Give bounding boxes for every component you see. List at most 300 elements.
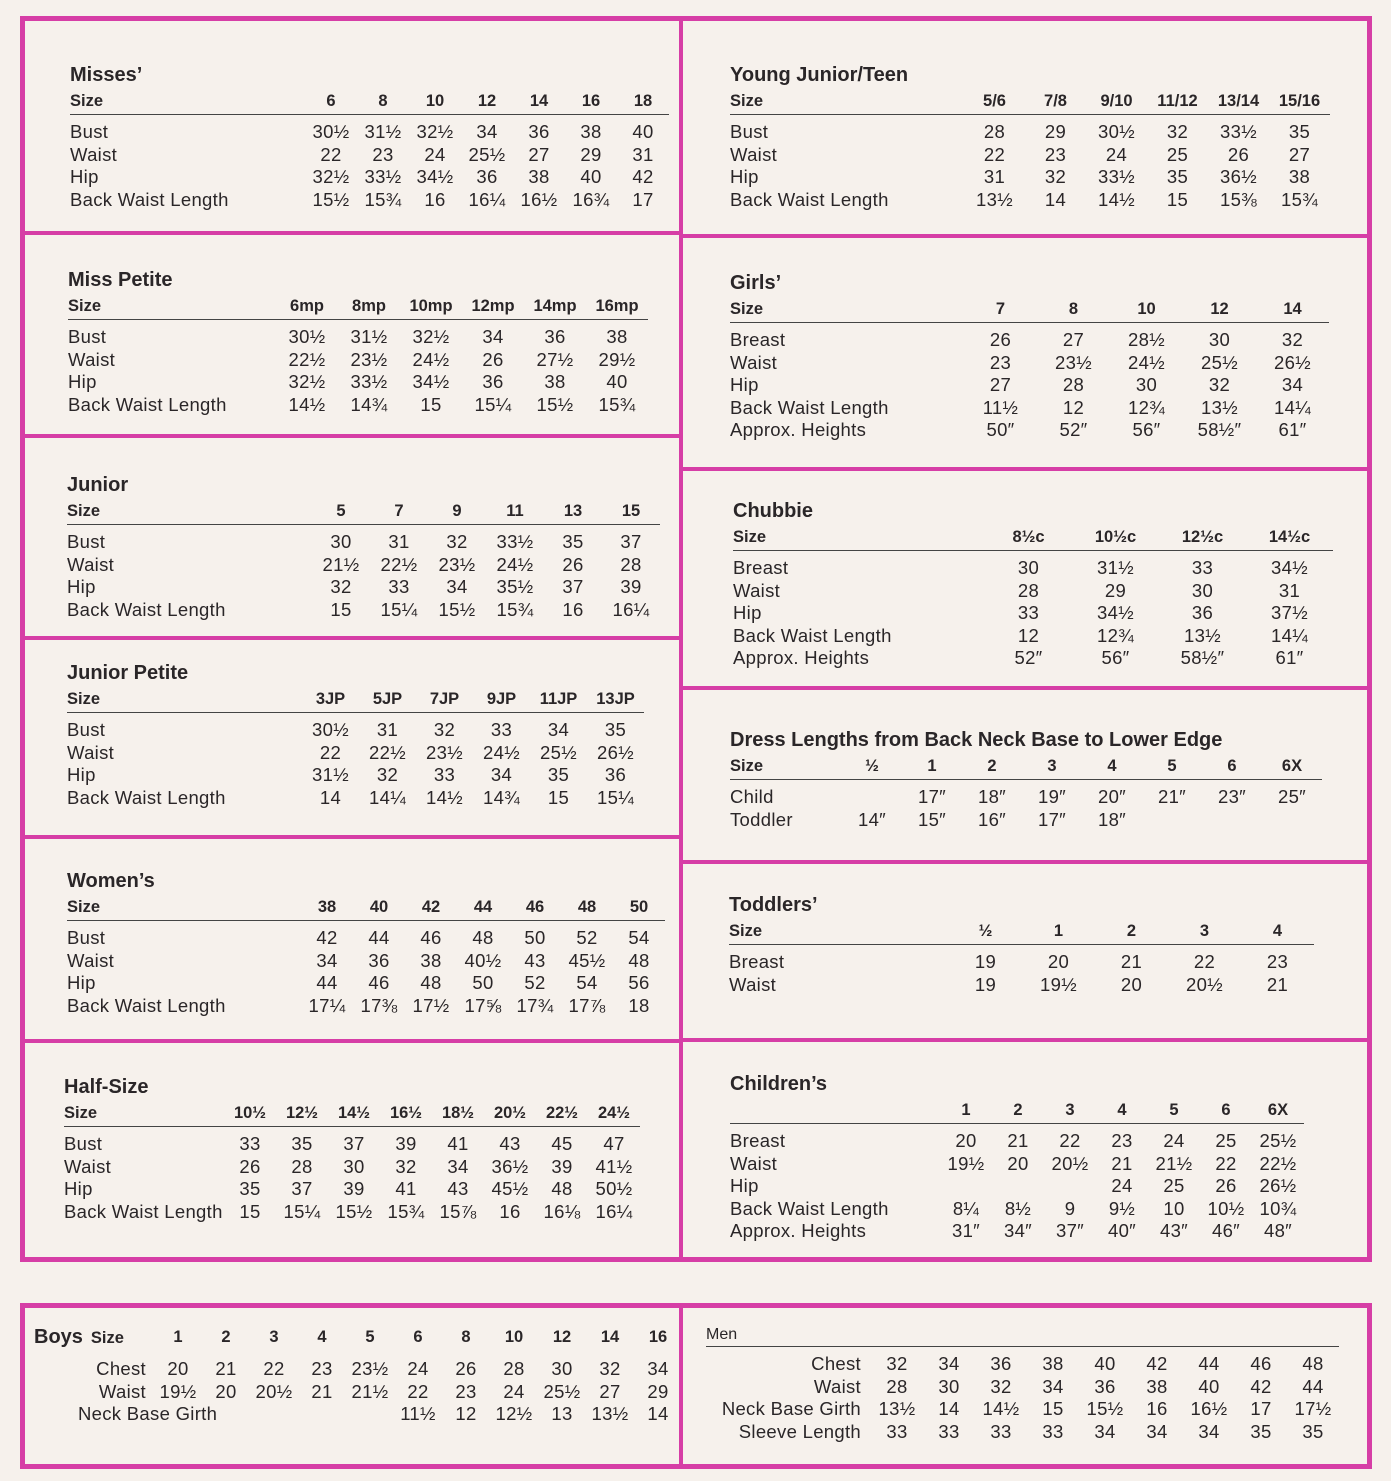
measurement-value: 17⅜ — [360, 994, 398, 1016]
measurement-value: 29 — [580, 143, 602, 165]
measurement-value: 48″ — [1263, 1220, 1293, 1242]
measurement-value: 16¼ — [612, 598, 650, 620]
measurement-value: 34 — [1281, 374, 1304, 396]
measurement-value: 24½ — [412, 348, 450, 370]
measurement-value: 19 — [974, 951, 997, 972]
measurement-value: 32½ — [416, 121, 454, 142]
header-row — [730, 92, 1330, 115]
measurement-value: 34 — [490, 764, 513, 786]
measurement-label: Bust — [70, 121, 109, 142]
measurement-value: 23 — [1044, 143, 1067, 165]
measurement-label: Waist — [730, 351, 778, 373]
measurement-label: Bust — [67, 531, 106, 552]
junior-petite-chart — [67, 626, 644, 809]
measurement-value: 38 — [606, 326, 628, 347]
measurement-value: 35 — [239, 1178, 261, 1200]
measurement-row — [733, 551, 1333, 580]
size-column-header: 3JP — [302, 690, 359, 713]
measurement-row — [67, 950, 665, 973]
measurement-row — [706, 1376, 1339, 1399]
size-label: Size — [67, 690, 302, 713]
measurement-label: Back Waist Length — [67, 994, 226, 1016]
measurement-value: 14¼ — [369, 786, 406, 808]
size-column-header: 5 — [365, 1328, 375, 1346]
measurement-label: Toddler — [730, 808, 793, 830]
measurement-value: 38 — [528, 166, 550, 188]
measurement-row — [730, 1175, 1304, 1198]
size-column-header: 10 — [504, 1328, 524, 1346]
size-label: Size — [730, 757, 842, 780]
size-column-header: 13JP — [587, 690, 644, 713]
measurement-value: 35 — [1166, 166, 1189, 188]
measurement-value: 16 — [562, 598, 584, 620]
measurement-value: 20½ — [1186, 973, 1223, 995]
measurement-value: 21 — [1111, 1152, 1133, 1174]
measurement-value: 28 — [620, 553, 642, 575]
measurement-value: 45 — [551, 1133, 573, 1154]
size-label: Size — [64, 1104, 224, 1127]
size-column-header: 1 — [902, 757, 962, 780]
measurement-row — [730, 1220, 1304, 1243]
measurement-value: 44 — [1198, 1353, 1220, 1374]
measurement-value: 33½ — [350, 371, 388, 393]
size-label: Size — [729, 922, 949, 945]
measurement-value: 25 — [1215, 1130, 1237, 1151]
measurement-value: 48 — [1302, 1353, 1324, 1374]
measurement-value: 17 — [632, 188, 654, 210]
measurement-value: 16½ — [1190, 1398, 1228, 1420]
measurement-value: 48 — [551, 1178, 573, 1200]
measurement-value — [298, 1403, 346, 1426]
size-column-header: 10½c — [1072, 528, 1159, 551]
measurement-value: 15 — [1166, 188, 1189, 210]
measurement-value: 24 — [1163, 1130, 1185, 1151]
measurement-value: 27 — [1062, 329, 1085, 350]
measurement-value: 17⅝ — [464, 994, 502, 1016]
size-column-header: 10 — [1110, 300, 1183, 323]
measurement-label: Bust — [64, 1133, 103, 1154]
measurement-row — [706, 1398, 1339, 1421]
measurement-value: 33 — [886, 1420, 908, 1442]
measurement-value: 15 — [1042, 1398, 1064, 1420]
size-column-header: 3 — [1168, 922, 1241, 945]
size-column-header: 13/14 — [1208, 92, 1269, 115]
measurement-value: 17¼ — [308, 994, 346, 1016]
measurement-value: 28 — [1017, 579, 1040, 601]
measurement-value: 45½ — [568, 949, 606, 971]
measurement-value: 14½ — [288, 393, 326, 415]
measurement-row — [730, 809, 1322, 832]
measurement-value: 15¾ — [387, 1200, 425, 1222]
measurement-value: 43 — [524, 949, 546, 971]
measurement-label: Waist — [730, 143, 778, 165]
measurement-value: 33 — [490, 719, 513, 740]
measurement-value: 33 — [433, 764, 456, 786]
measurement-value: 40½ — [464, 949, 502, 971]
measurement-value: 50 — [524, 927, 546, 948]
measurement-value: 24 — [424, 143, 446, 165]
measurement-label: Back Waist Length — [64, 1200, 223, 1222]
measurement-value: 52″ — [1014, 647, 1043, 669]
measurement-value: 34½ — [416, 166, 454, 188]
measurement-value: 19½ — [1040, 973, 1077, 995]
size-column-header: 40 — [353, 898, 405, 921]
measurement-value: 23½ — [1055, 351, 1092, 373]
measurement-value: 47 — [603, 1133, 625, 1154]
measurement-value: 48 — [628, 949, 650, 971]
measurement-value: 15 — [420, 393, 442, 415]
measurement-value: 45½ — [491, 1178, 529, 1200]
measurement-label: Breast — [733, 557, 789, 578]
measurement-value: 14 — [938, 1398, 960, 1420]
measurement-value: 23½ — [426, 741, 463, 763]
measurement-value: 34 — [476, 121, 498, 142]
measurement-row — [730, 1153, 1304, 1176]
measurement-value: 8¼ — [952, 1197, 980, 1219]
measurement-label: Breast — [730, 329, 786, 350]
measurement-value: 15¾ — [1281, 188, 1318, 210]
measurement-value: 15½ — [335, 1200, 373, 1222]
size-table — [730, 300, 1329, 442]
measurement-label: Bust — [730, 121, 769, 142]
measurement-value: 16½ — [520, 188, 558, 210]
measurement-value: 18″ — [977, 786, 1007, 807]
chart-title: Toddlers’ — [729, 894, 818, 916]
measurement-value: 20 — [955, 1130, 977, 1151]
measurement-value: 13½ — [1184, 624, 1221, 646]
measurement-value: 32 — [886, 1353, 908, 1374]
measurement-value: 50 — [472, 972, 494, 994]
size-column-header: 22½ — [536, 1104, 588, 1127]
measurement-value: 42 — [1146, 1353, 1168, 1374]
measurement-value: 16¾ — [572, 188, 610, 210]
size-column-header: 5JP — [359, 690, 416, 713]
measurement-value: 22½ — [288, 348, 326, 370]
measurement-label: Back Waist Length — [70, 188, 229, 210]
measurement-row — [67, 921, 665, 950]
measurement-value: 33½ — [364, 166, 402, 188]
childrens-chart — [730, 1037, 1304, 1243]
measurement-label: Back Waist Length — [67, 786, 226, 808]
measurement-value: 43″ — [1159, 1220, 1189, 1242]
measurement-value: 26 — [482, 348, 504, 370]
measurement-value: 20 — [1120, 973, 1143, 995]
measurement-value: 17½ — [1294, 1398, 1332, 1420]
measurement-label: Hip — [64, 1178, 93, 1200]
measurement-value: 54 — [628, 927, 650, 948]
measurement-row — [70, 166, 669, 189]
size-column-header: 16mp — [586, 297, 648, 320]
measurement-value: 37″ — [1055, 1220, 1085, 1242]
size-column-header: 16 — [648, 1328, 668, 1346]
measurement-value: 32 — [1208, 374, 1231, 396]
measurement-value: 43 — [447, 1178, 469, 1200]
header-row — [729, 922, 1314, 945]
measurement-row — [64, 1178, 640, 1201]
measurement-value: 14¾ — [483, 786, 520, 808]
measurement-value: 42 — [316, 927, 338, 948]
measurement-value: 32 — [446, 531, 468, 552]
measurement-value: 30 — [1017, 557, 1040, 578]
measurement-value: 43 — [499, 1133, 521, 1154]
measurement-value: 17½ — [412, 994, 450, 1016]
measurement-value: 37 — [562, 576, 584, 598]
measurement-row — [70, 189, 669, 212]
size-label: Size — [730, 92, 964, 115]
size-column-header: 16 — [565, 92, 617, 115]
measurement-label: Hip — [730, 374, 759, 396]
measurement-value: 61″ — [1278, 419, 1307, 441]
size-table — [67, 898, 665, 1017]
measurement-value: 19 — [974, 973, 997, 995]
measurement-label: Breast — [730, 1130, 786, 1151]
measurement-row — [706, 1421, 1339, 1444]
size-column-header: 4 — [1241, 922, 1314, 945]
measurement-value: 16⅛ — [543, 1200, 581, 1222]
size-label: Size — [70, 92, 305, 115]
measurement-value: 33½ — [1220, 121, 1257, 142]
measurement-value: 36 — [990, 1353, 1012, 1374]
measurement-value: 21½ — [322, 553, 360, 575]
measurement-value: 14 — [319, 786, 342, 808]
measurement-value: 35 — [1250, 1420, 1272, 1442]
size-column-header: 38 — [301, 898, 353, 921]
measurement-value: 11½ — [400, 1403, 436, 1425]
size-table — [34, 1326, 682, 1426]
measurement-value: 36½ — [491, 1155, 529, 1177]
measurement-value: 8½ — [1004, 1197, 1032, 1219]
size-label: Size — [68, 297, 276, 320]
measurement-value: 31½ — [1097, 557, 1134, 578]
measurement-row — [730, 397, 1329, 420]
measurement-value: 26 — [562, 553, 584, 575]
measurement-value: 58½″ — [1180, 647, 1225, 669]
measurement-label: Breast — [729, 951, 785, 972]
measurement-value: 15¼ — [474, 393, 512, 415]
size-table — [706, 1346, 1339, 1443]
measurement-value: 21½ — [1155, 1152, 1193, 1174]
boys-chart — [34, 1326, 682, 1426]
measurement-value: 27 — [989, 374, 1012, 396]
measurement-label: Neck Base Girth — [78, 1403, 218, 1425]
measurement-value: 25½ — [540, 741, 577, 763]
header-row — [64, 1104, 640, 1127]
size-column-header: 11JP — [530, 690, 587, 713]
measurement-row — [733, 602, 1333, 625]
measurement-value: 38 — [544, 371, 566, 393]
measurement-value: 37 — [620, 531, 642, 552]
measurement-value: 12¾ — [1097, 624, 1134, 646]
measurement-value: 15 — [547, 786, 570, 808]
measurement-row — [730, 189, 1330, 212]
right-divider-3 — [681, 686, 1370, 690]
measurement-value: 22 — [1215, 1152, 1237, 1174]
measurement-value: 21 — [311, 1380, 333, 1402]
size-column-header: 7 — [370, 502, 428, 525]
size-table — [64, 1104, 640, 1223]
measurement-value: 33 — [990, 1420, 1012, 1442]
measurement-value: 29½ — [598, 348, 636, 370]
measurement-value: 35 — [291, 1133, 313, 1154]
size-column-header: 14mp — [524, 297, 586, 320]
measurement-value: 21 — [1266, 973, 1289, 995]
measurement-value: 31½ — [350, 326, 388, 347]
measurement-value: 13 — [551, 1403, 573, 1425]
size-column-header: ½ — [949, 922, 1022, 945]
size-label — [34, 1326, 154, 1352]
header-row — [67, 502, 660, 525]
measurement-value: 34 — [1198, 1420, 1220, 1442]
measurement-label: Waist — [70, 143, 118, 165]
size-column-header: 9 — [428, 502, 486, 525]
measurement-value: 16¼ — [595, 1200, 633, 1222]
size-column-header: 7/8 — [1025, 92, 1086, 115]
measurement-label: Waist — [733, 579, 781, 601]
measurement-value: 34 — [1094, 1420, 1116, 1442]
dress-lengths-chart — [730, 693, 1322, 831]
measurement-value: 22 — [320, 143, 342, 165]
measurement-value: 21″ — [1157, 786, 1187, 807]
measurement-value: 35 — [1288, 121, 1311, 142]
girls-chart — [730, 236, 1329, 442]
measurement-label: Approx. Heights — [730, 419, 867, 441]
measurement-value: 22½ — [1259, 1152, 1297, 1174]
size-table — [730, 92, 1330, 211]
measurement-value: 26 — [1215, 1175, 1237, 1197]
size-label: Size — [67, 898, 301, 921]
measurement-value: 33 — [388, 576, 410, 598]
measurement-row — [67, 742, 644, 765]
measurement-row — [67, 764, 644, 787]
size-column-header: 15 — [602, 502, 660, 525]
measurement-row — [733, 647, 1333, 670]
measurement-value: 56″ — [1101, 647, 1130, 669]
measurement-value: 23 — [455, 1380, 477, 1402]
size-column-header: 12½ — [276, 1104, 328, 1127]
junior-chart — [67, 438, 660, 621]
size-column-header: 15/16 — [1269, 92, 1330, 115]
measurement-value: 26½ — [597, 741, 634, 763]
measurement-value: 30 — [551, 1358, 573, 1379]
size-column-header: 8mp — [338, 297, 400, 320]
measurement-value: 33½ — [496, 531, 534, 552]
size-column-header: 12 — [1183, 300, 1256, 323]
measurement-value: 31 — [632, 143, 654, 165]
chart-title: Misses’ — [70, 64, 143, 86]
size-column-header: 3 — [269, 1328, 279, 1346]
measurement-row — [733, 580, 1333, 603]
measurement-value: 26½ — [1274, 351, 1311, 373]
measurement-value: 12 — [1062, 396, 1085, 418]
measurement-value: 44 — [316, 972, 338, 994]
measurement-value: 13½ — [1201, 396, 1238, 418]
measurement-value: 24½ — [1128, 351, 1165, 373]
measurement-row — [67, 995, 665, 1018]
measurement-value — [1202, 809, 1262, 832]
measurement-value: 46 — [420, 927, 442, 948]
chart-title: Miss Petite — [68, 269, 173, 291]
measurement-value: 32 — [1166, 121, 1189, 142]
measurement-value: 26 — [989, 329, 1012, 350]
size-column-header: 7 — [964, 300, 1037, 323]
measurement-value: 34 — [938, 1353, 960, 1374]
measurement-value: 15½ — [536, 393, 574, 415]
measurement-label: Back Waist Length — [730, 1197, 889, 1219]
measurement-value: 15¼ — [283, 1200, 321, 1222]
size-column-header: 14½c — [1246, 528, 1333, 551]
measurement-value: 20½ — [255, 1380, 293, 1402]
toddlers-chart — [729, 858, 1314, 996]
measurement-value: 46 — [368, 972, 390, 994]
header-row — [730, 757, 1322, 780]
young-junior-teen-chart — [730, 28, 1330, 211]
measurement-value: 48 — [472, 927, 494, 948]
measurement-label: Waist — [730, 1152, 778, 1174]
measurement-value: 21 — [215, 1358, 237, 1379]
measurement-value: 32 — [599, 1358, 621, 1379]
measurement-value: 24 — [503, 1380, 525, 1402]
measurement-value: 13½ — [976, 188, 1013, 210]
measurement-row — [67, 972, 665, 995]
measurement-value: 23″ — [1217, 786, 1247, 807]
measurement-label: Waist — [98, 1380, 146, 1402]
measurement-value: 20 — [1047, 951, 1070, 972]
measurement-value: 14 — [647, 1403, 669, 1425]
measurement-value: 20 — [1007, 1152, 1029, 1174]
measurement-label: Back Waist Length — [730, 396, 889, 418]
measurement-value: 15¾ — [496, 598, 534, 620]
measurement-value: 23 — [989, 351, 1012, 373]
header-row — [67, 690, 644, 713]
measurement-value: 56″ — [1132, 419, 1161, 441]
size-table — [70, 92, 669, 211]
measurement-value: 29 — [1104, 579, 1127, 601]
measurement-value: 22½ — [369, 741, 406, 763]
measurement-value: 27½ — [536, 348, 574, 370]
measurement-row — [730, 323, 1329, 352]
measurement-label: Chest — [96, 1358, 146, 1379]
measurement-value: 34½ — [412, 371, 450, 393]
measurement-value: 15¼ — [380, 598, 418, 620]
chart-title: Men — [706, 1326, 738, 1343]
measurement-label: Approx. Heights — [730, 1220, 867, 1242]
size-column-header: 1 — [173, 1328, 183, 1346]
measurement-label: Hip — [733, 602, 762, 624]
measurement-value: 30½ — [312, 121, 350, 142]
measurement-value: 28 — [291, 1155, 313, 1177]
measurement-value: 33 — [1191, 557, 1214, 578]
size-column-header: 5 — [1142, 757, 1202, 780]
measurement-row — [730, 419, 1329, 442]
measurement-value: 24 — [1111, 1175, 1133, 1197]
size-column-header: 14½ — [328, 1104, 380, 1127]
measurement-value: 52 — [524, 972, 546, 994]
size-column-header: 14 — [513, 92, 565, 115]
chart-title: Junior — [67, 474, 129, 496]
measurement-value: 17″ — [1037, 808, 1067, 830]
measurement-row — [34, 1403, 682, 1426]
measurement-value: 36½ — [1220, 166, 1257, 188]
measurement-value: 46 — [1250, 1353, 1272, 1374]
measurement-value: 17⅞ — [568, 994, 606, 1016]
measurement-value: 9 — [1064, 1197, 1076, 1219]
measurement-row — [70, 144, 669, 167]
measurement-value: 39 — [343, 1178, 365, 1200]
size-column-header: 2 — [221, 1328, 231, 1346]
measurement-value: 32 — [330, 576, 352, 598]
measurement-value: 31 — [1278, 579, 1301, 601]
measurement-value: 32 — [433, 719, 456, 740]
